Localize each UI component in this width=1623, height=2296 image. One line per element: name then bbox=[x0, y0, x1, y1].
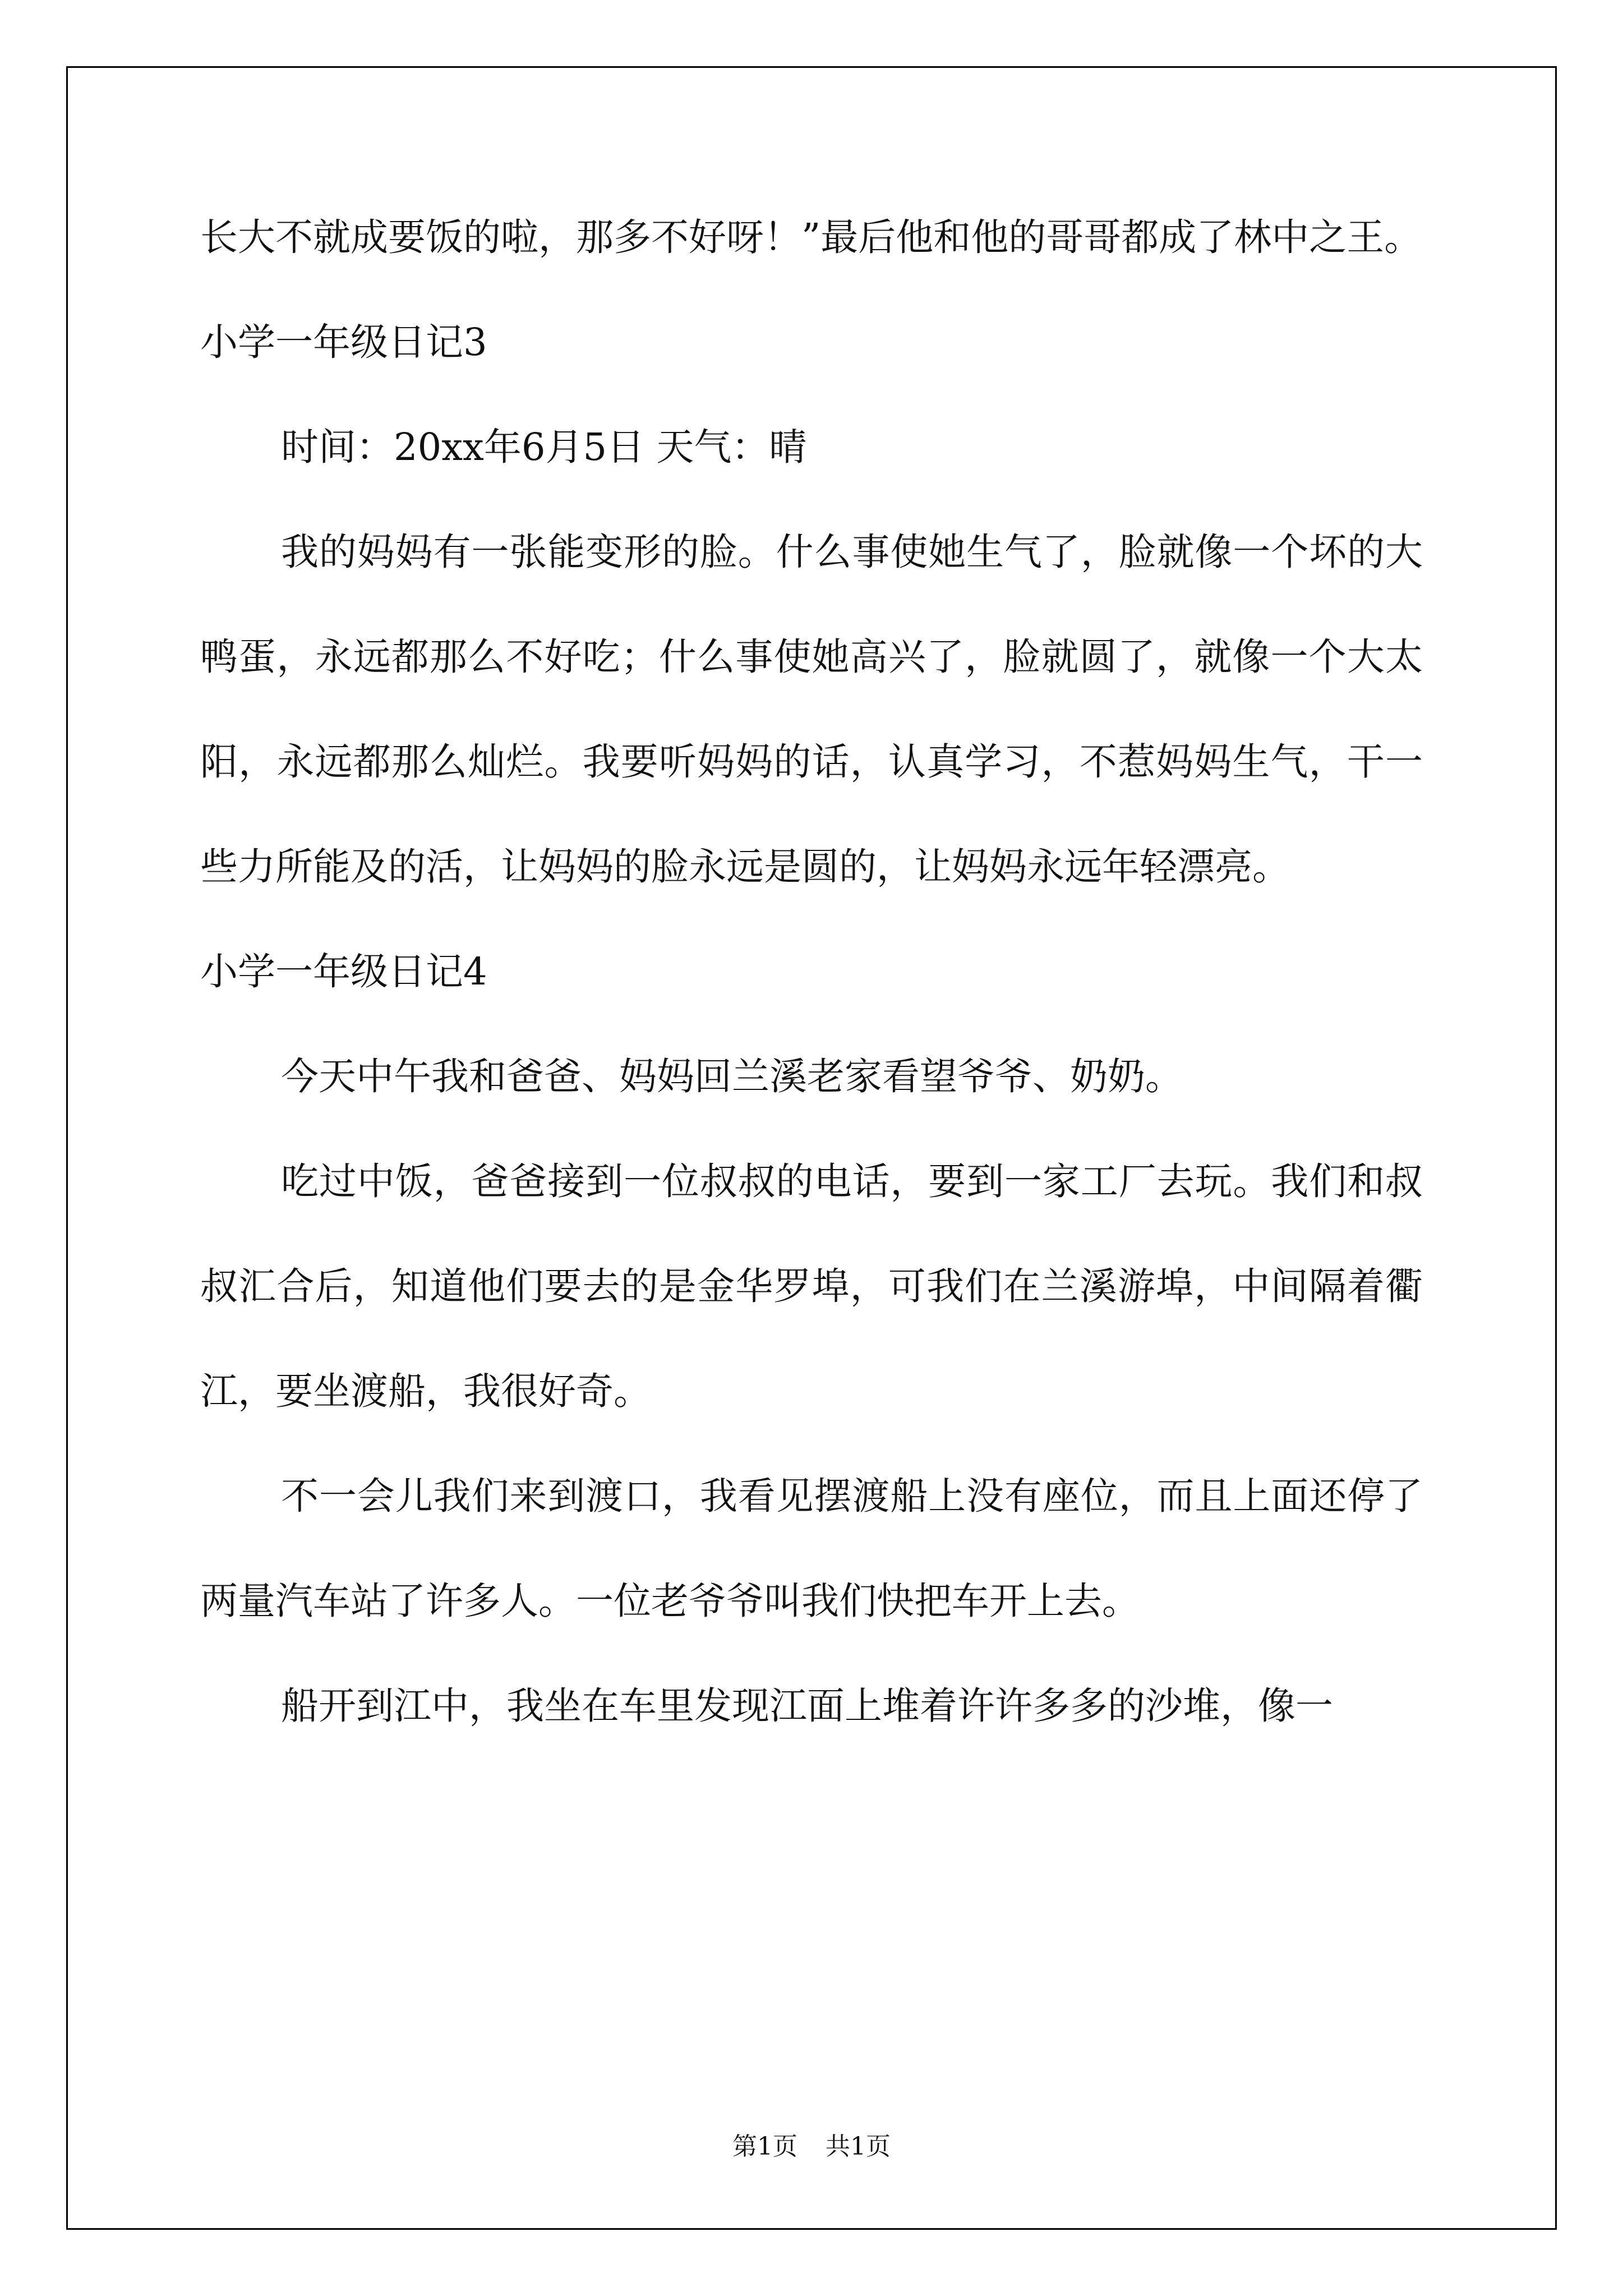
section-heading-diary-3: 小学一年级日记3 bbox=[200, 320, 487, 364]
diary-date-weather: 时间：20xx年6月5日 天气：晴 bbox=[281, 425, 807, 469]
section-heading-diary-4: 小学一年级日记4 bbox=[200, 950, 487, 993]
page-footer bbox=[0, 2126, 1623, 2162]
document-body bbox=[200, 185, 1423, 1759]
paragraph-visit-grandparents: 今天中午我和爸爸、妈妈回兰溪老家看望爷爷、奶奶。 bbox=[281, 1055, 1183, 1098]
paragraph-mom-face: 我的妈妈有一张能变形的脸。什么事使她生气了，脸就像一个坏的大鸭蛋，永远都那么不好吃；什么事使她高兴了，脸就圆了，就像一个大太阳，永远都那么灿烂。我要听妈妈的话，认真学习，不惹妈妈生气，干一些力所能及的活，让妈妈的脸永远是圆的，让妈妈永远年轻漂亮。 bbox=[200, 530, 1423, 889]
paragraph-after-lunch: 吃过中饭，爸爸接到一位叔叔的电话，要到一家工厂去玩。我们和叔叔汇合后，知道他们要去的是金华罗埠，可我们在兰溪游埠，中间隔着衢江，要坐渡船，我很好奇。 bbox=[200, 1159, 1423, 1413]
paragraph-ferry-dock: 不一会儿我们来到渡口，我看见摆渡船上没有座位，而且上面还停了两量汽车站了许多人。一位老爷爷叫我们快把车开上去。 bbox=[200, 1474, 1423, 1623]
page-number-current: 第1页 bbox=[732, 2132, 797, 2161]
page-number-total: 共1页 bbox=[826, 2132, 891, 2161]
paragraph-river-middle: 船开到江中，我坐在车里发现江面上堆着许许多多的沙堆，像一 bbox=[281, 1684, 1333, 1728]
paragraph-continuation: 长大不就成要饭的啦，那多不好呀！”最后他和他的哥哥都成了林中之王。 bbox=[200, 215, 1422, 259]
